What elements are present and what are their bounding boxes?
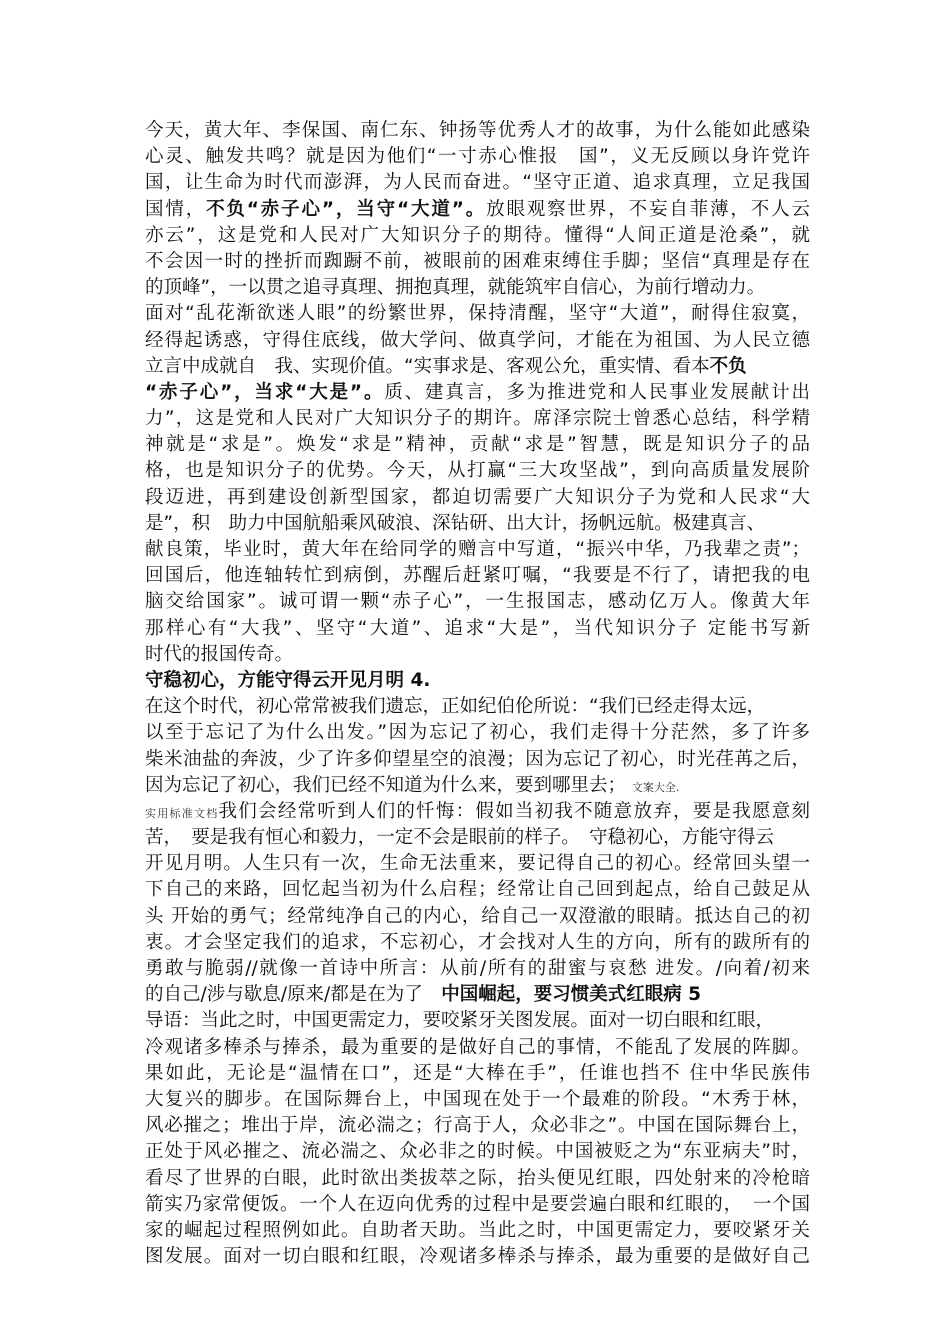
text-segment: 是”，积 助力中国航船乘风破浪、深钻研、出大计，扬帆远航。极建真言、 [145,512,766,534]
text-segment: 脑交给国家”。诚可谓一颗“赤子心”，一生报国志，感动亿万人。像黄大年 [145,591,810,613]
text-segment: 国，让生命为时代而澎湃，为人民而奋进。“坚守正道、追求真理，立足我国 [145,172,810,194]
text-segment: 经得起诱惑，守得住底线，做大学问、做真学问，才能在为祖国、为人民立德 [145,329,810,351]
text-line [145,825,810,851]
text-line [145,930,810,956]
text-segment: 正处于风必摧之、流必湍之、众必非之的时候。中国被贬之为“东亚病夫”时， [145,1141,810,1163]
text-segment: 献良策，毕业时，黄大年在给同学的赠言中写道，“振兴中华，乃我辈之责”； [145,539,810,560]
text-segment: 回国后，他连轴转忙到病倒，苏醒后赶紧叮嘱，“我要是不行了，请把我的电 [145,565,810,587]
text-segment: 力”，这是党和人民对广大知识分子的期许。席泽宗院士曾悉心总结，科学精 [145,408,810,430]
text-line [145,668,810,694]
text-segment: 衷。才会坚定我们的追求，不忘初心，才会找对人生的方向，所有的跋所有的 [145,931,810,953]
text-segment: 箭实乃家常便饭。一个人在迈向优秀的过程中是要尝遍白眼和红眼的， 一个国 [145,1193,810,1215]
text-line [145,432,810,458]
text-line [145,380,810,406]
text-line [145,118,810,144]
text-line [145,747,810,773]
document-body [145,118,810,1270]
text-line [145,1244,810,1270]
text-segment: 面对“乱花渐欲迷人眼”的纷繁世界，保持清醒，坚守“大道”，耐得住寂寞， [145,303,810,325]
text-segment: 的自己/涉与歇息/原来/都是在为了 [145,984,442,1006]
text-line [145,616,810,642]
text-line [145,563,810,589]
text-line [145,720,810,746]
text-segment: 图发展。面对一切白眼和红眼，冷观诸多棒杀与捧杀，最为重要的是做好自己 [145,1246,810,1268]
text-segment: 柴米油盐的奔波，少了许多仰望星空的浪漫；因为忘记了初心，时光荏苒之后， [145,748,810,770]
bold-text: “赤子心”，当求“大是”。 [145,381,385,403]
text-segment: 果如此，无论是“温情在口”，还是“大棒在手”，任谁也挡不 住中华民族伟 [145,1062,810,1084]
text-segment: 国情， [145,198,207,220]
text-segment: 质、建真言，多为推进党和人民事业发展献计出 [384,381,810,403]
text-line [145,1113,810,1139]
text-line [145,406,810,432]
text-line [145,1061,810,1087]
text-line [145,275,810,301]
text-line [145,589,810,615]
text-line [145,458,810,484]
text-line [145,328,810,354]
text-line [145,485,810,511]
text-segment: 那样心有“大我”、坚守“大道”、追求“大是”，当代知识分子 定能书写新 [145,617,810,639]
text-segment: 冷观诸多棒杀与捧杀，最为重要的是做好自己的事情，不能乱了发展的阵脚。 [145,1036,810,1058]
text-line [145,982,810,1008]
text-segment: 大复兴的脚步。在国际舞台上，中国现在处于一个最难的阶段。“木秀于林， [145,1088,810,1110]
text-line [145,877,810,903]
text-segment: 导语：当此之时，中国更需定力，要咬紧牙关图发展。面对一切白眼和红眼， [145,1010,775,1032]
text-line [145,956,810,982]
text-line [145,1166,810,1192]
text-line [145,354,810,380]
text-line [145,694,810,720]
text-line [145,223,810,249]
bold-text: 不负 [709,355,747,377]
bold-text: 不负“赤子心”，当守“大道”。 [206,198,487,220]
text-line [145,301,810,327]
text-segment: 勇敢与脆弱//就像一首诗中所言：从前/所有的甜蜜与哀愁 进发。/向着/初来 [145,958,810,979]
text-segment: 家的崛起过程照例如此。自助者天助。当此之时，中国更需定力，要咬紧牙关 [145,1219,810,1241]
text-segment: 时代的报国传奇。 [145,643,294,665]
text-line [145,1139,810,1165]
text-segment: 因为忘记了初心，我们已经不知道为什么来，要到哪里去； [145,774,632,796]
text-line [145,197,810,223]
text-line [145,799,810,825]
bold-text: 守稳初心，方能守得云开见月明 4. [145,669,431,691]
text-line [145,1218,810,1244]
text-line [145,773,810,799]
text-segment: 开见月明。人生只有一次，生命无法重来，要记得自己的初心。经常回头望一 [145,853,810,875]
text-segment: 看尽了世界的白眼，此时欲出类拔萃之际，抬头便见红眼，四处射来的冷枪暗 [145,1167,810,1189]
text-line [145,1008,810,1034]
text-segment: 风必摧之；堆出于岸，流必湍之；行高于人，众必非之”。中国在国际舞台上， [145,1115,810,1137]
text-line [145,1035,810,1061]
text-segment: 以至于忘记了为什么出发。”因为忘记了初心，我们走得十分茫然，多了许多 [145,722,810,744]
text-segment: 的顶峰”，一以贯之追寻真理、拥抱真理，就能筑牢自信心，为前行增动力。 [145,277,766,299]
text-segment: 放眼观察世界，不妄自菲薄，不人云 [486,198,810,220]
text-segment: 格，也是知识分子的优势。今天，从打赢“三大攻坚战”，到向高质量发展阶 [145,460,810,482]
text-segment: 心灵、触发共鸣？就是因为他们“一寸赤心惟报 国”，义无反顾以身许党许 [145,146,810,168]
text-segment: 神就是“求是”。焕发“求是”精神，贡献“求是”智慧，既是知识分子的品 [145,434,810,456]
text-line [145,1087,810,1113]
text-segment: 在这个时代，初心常常被我们遗忘，正如纪伯伦所说：“我们已经走得太远， [145,696,766,718]
text-line [145,249,810,275]
text-line [145,1192,810,1218]
text-segment: 下自己的来路，回忆起当初为什么启程；经常让自己回到起点，给自己鼓足从 [145,879,810,901]
text-segment: 立言中成就自 我、实现价值。“实事求是、客观公允，重实情、看本 [145,355,710,377]
text-line [145,537,810,563]
text-segment: 亦云”，这是党和人民对广大知识分子的期待。懂得“人间正道是沧桑”，就 [145,224,810,246]
text-segment: 不会因一时的挫折而踟蹰不前，被眼前的困难束缚住手脚；坚信“真理是存在 [145,250,810,272]
text-line [145,144,810,170]
text-line [145,642,810,668]
text-segment: 头 开始的勇气；经常纯净自己的内心，给自己一双澄澈的眼睛。抵达自己的初 [145,905,810,927]
text-segment: 苦， 要是我有恒心和毅力，一定不会是眼前的样子。 守稳初心，方能守得云 [145,827,775,849]
text-line [145,170,810,196]
bold-text: 中国崛起，要习惯美式红眼病 5 [441,984,702,1006]
text-segment: 我们会经常听到人们的忏悔：假如当初我不随意放弃，要是我愿意刻 [218,800,810,822]
text-segment: 今天，黄大年、李保国、南仁东、钟扬等优秀人才的故事，为什么能如此感染 [145,120,810,141]
text-line [145,851,810,877]
footer-note: 实用标准文档 [145,806,219,820]
text-segment: 段迈进，再到建设创新型国家，都迫切需要广大知识分子为党和人民求“大 [145,486,810,508]
footer-note: 文案大全. [631,780,680,794]
text-line [145,904,810,930]
text-line [145,511,810,537]
